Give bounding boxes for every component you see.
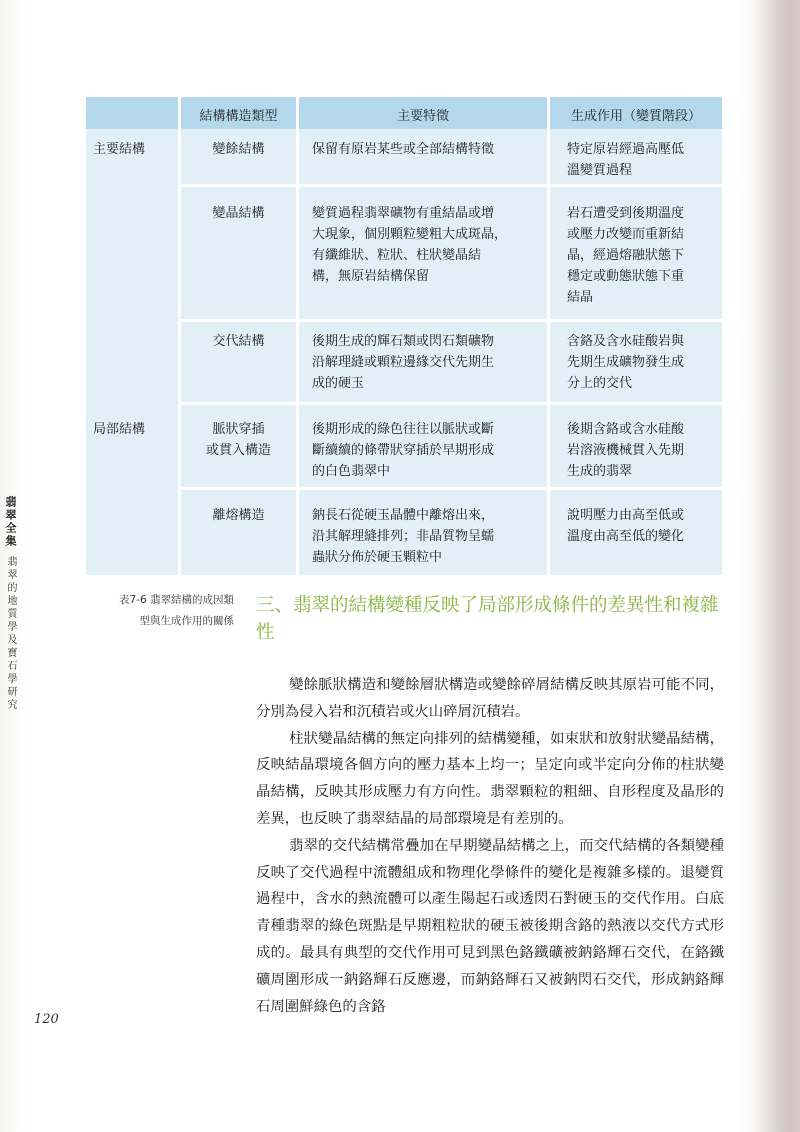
book-title: 翡翠全集 [4,496,17,548]
row-divider [178,487,722,490]
cell-feature: 保留有原岩某些或全部結構特徵 [312,142,495,157]
cell-type: 變餘結構 [212,142,265,157]
cell-genesis: 特定原岩經過高壓低 溫變質過程 [567,142,685,178]
running-header [3,496,19,712]
paragraph: 柱狀變晶結構的無定向排列的結構變種，如束狀和放射狀變晶結構，反映結晶環境各個方向的壓力基本上均一；呈定向或半定向分佈的柱狀變晶結構，反映其形成壓力有方向性。翡翠顆粒的粗細、自形程度及晶形的差異，也反映了翡翠結晶的局部環境是有差別的。 [256,730,724,827]
paragraph: 翡翠的交代結構常疊加在早期變晶結構之上，而交代結構的各類變種反映了交代過程中流體組成和物理化學條件的變化是複雜多樣的。退變質過程中，含水的熱流體可以產生陽起石或透閃石對硬玉的交代作用。白底青種翡翠的綠色斑點是早期粗粒狀的硬玉被後期含鉻的熱液以交代方式形成的。最具有典型的交代作用可見到黑色鉻鐵礦被鈉鉻輝石交代，在鉻鐵礦周圍形成一鈉鉻輝石反應邊，而鈉鉻輝石又被鈉閃石交代，形成鈉鉻輝石周圍鮮綠色的含鉻 [256,837,724,1015]
column-divider [296,97,299,575]
cell-feature: 變質過程翡翠礦物有重結晶或增 大現象，個別顆粒變粗大成斑晶， 有纖維狀、粒狀、柱狀變晶結 構，無原岩結構保留 [312,206,508,284]
cell-genesis: 含鉻及含水硅酸岩與 先期生成礦物發生成 分上的交代 [567,334,685,391]
section-heading: 三、翡翠的結構變種反映了局部形成條件的差異性和複雜性 [256,595,719,643]
cell-type: 脈狀穿插 或貫入構造 [205,422,271,458]
column-divider [547,97,550,575]
header-genesis: 生成作用（變質階段） [570,109,701,124]
row-divider [178,184,722,187]
group-label-local: 局部結構 [93,422,146,437]
cell-feature: 鈉長石從硬玉晶體中離熔出來， 沿其解理縫排列；非晶質物呈蠕 蟲狀分佈於硬玉顆粒中 [312,508,495,565]
cell-type: 交代結構 [212,334,265,349]
cell-type: 離熔構造 [212,508,265,523]
header-main-features: 主要特徵 [396,109,449,124]
body-text [256,672,724,1020]
chapter-title: 翡翠的地質學及寶石學研究 [5,556,16,712]
group-label-main: 主要結構 [93,142,146,157]
structure-table [86,97,722,575]
cell-genesis: 岩石遭受到後期溫度 或壓力改變而重新結 晶，經過熔融狀態下 穩定或動態狀態下重 結晶 [567,206,685,305]
cell-feature: 後期形成的綠色往往以脈狀或斷 斷續續的條帶狀穿插於早期形成 的白色翡翠中 [312,422,495,479]
table-caption: 表7-6 翡翠結構的成因類 型與生成作用的關係 [119,594,234,627]
cell-genesis: 後期含鉻或含水硅酸 岩溶液機械貫入先期 生成的翡翠 [567,422,685,479]
paragraph: 變餘脈狀構造和變餘層狀構造或變餘碎屑結構反映其原岩可能不同，分別為侵入岩和沉積岩或火山碎屑沉積岩。 [256,677,724,720]
header-structure-type: 結構構造類型 [199,109,278,124]
cell-feature: 後期生成的輝石類或閃石類礦物 沿解理縫或顆粒邊緣交代先期生 成的硬玉 [312,334,495,391]
cell-type: 變晶結構 [212,206,265,221]
book-gutter-shadow [752,0,800,1132]
row-divider [178,402,722,405]
cell-genesis: 說明壓力由高至低或 溫度由高至低的變化 [567,508,685,544]
row-divider [178,319,722,322]
page-number: 120 [34,1012,59,1027]
